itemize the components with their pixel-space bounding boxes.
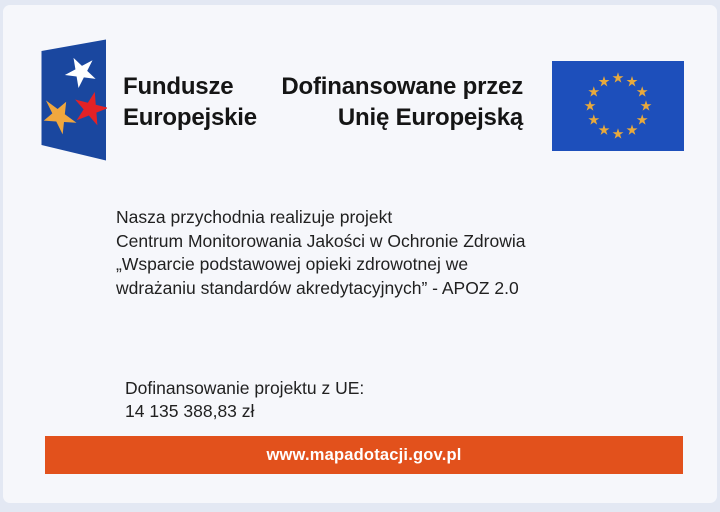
map-dotacji-url-bar — [45, 436, 683, 474]
project-line: „Wsparcie podstawowej opieki zdrowotnej we — [116, 254, 469, 275]
poster-card — [3, 5, 717, 503]
cofunded-line2: Unię Europejską — [337, 104, 523, 131]
fe-logo-line1: Fundusze — [123, 73, 234, 100]
funding-info — [125, 377, 364, 423]
eu-flag-icon — [552, 61, 684, 151]
project-description — [116, 206, 525, 300]
funding-amount: 14 135 388,83 zł — [125, 401, 255, 421]
map-dotacji-url: www.mapadotacji.gov.pl — [266, 445, 462, 464]
fundusze-europejskie-logo-icon — [41, 39, 107, 161]
project-line: wdrażaniu standardów akredytacyjnych” - APOZ 2.0 — [116, 277, 519, 298]
cofunded-heading — [281, 71, 523, 133]
funding-label: Dofinansowanie projektu z UE: — [125, 378, 365, 398]
fe-logo-line2: Europejskie — [123, 104, 257, 131]
project-line: Centrum Monitorowania Jakości w Ochronie Zdrowia — [116, 230, 526, 251]
cofunded-line1: Dofinansowane przez — [281, 73, 523, 100]
project-line: Nasza przychodnia realizuje projekt — [116, 207, 393, 227]
fe-logo-wordmark — [123, 71, 257, 133]
